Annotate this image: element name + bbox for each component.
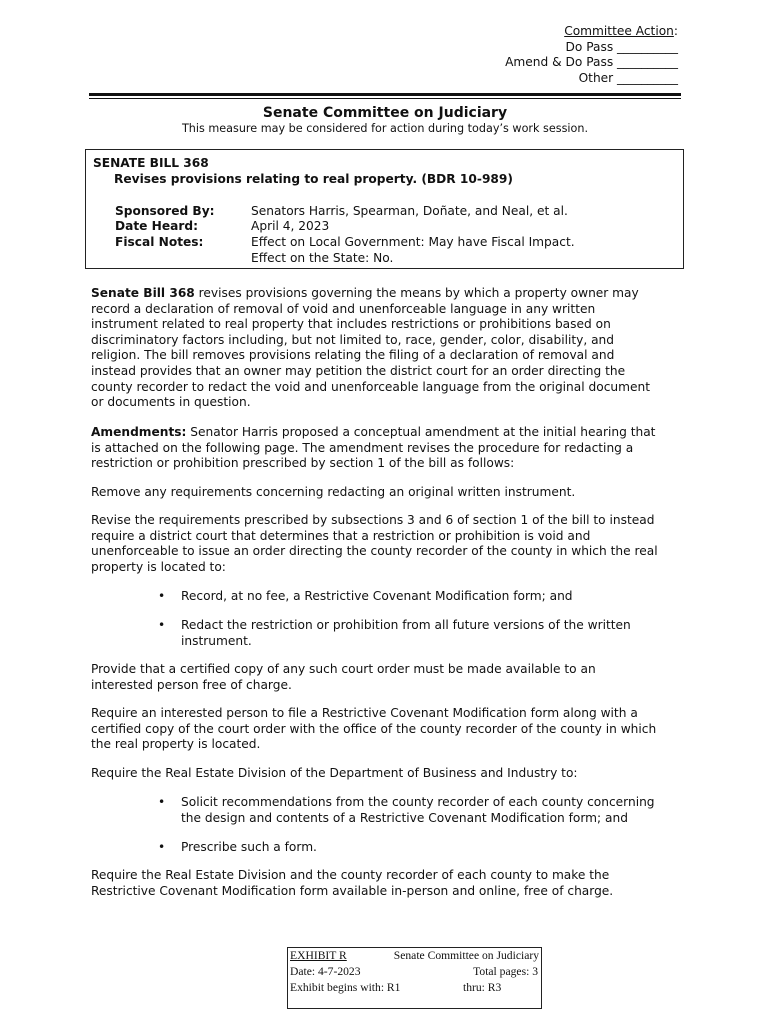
bullet-icon: • [158, 618, 166, 632]
date-heard-label: Date Heard: [115, 219, 198, 233]
bill-number: SENATE BILL 368 [93, 156, 209, 170]
text-line: Require the Real Estate Division and the county recorder of each county to make the [91, 868, 610, 882]
bill-summary-box [85, 149, 684, 269]
committee-action-block [505, 24, 678, 86]
bullet-icon: • [158, 795, 166, 809]
text-line: record a declaration of removal of void and unenforceable language in any written [91, 301, 596, 316]
sponsored-by-label: Sponsored By: [115, 204, 215, 218]
exhibit-label: EXHIBIT R [290, 949, 347, 962]
text-line: religion. The bill removes provisions relating the filing of a declaration of removal and [91, 348, 615, 363]
paragraph-certified-copy [91, 662, 691, 693]
text-line: Redact the restriction or prohibition from all future versions of the written [181, 618, 631, 632]
date-heard-value: April 4, 2023 [251, 219, 330, 233]
text-line: instrument related to real property that includes restrictions or prohibitions based on [91, 317, 611, 332]
fiscal-state-value: Effect on the State: No. [251, 251, 394, 265]
text-line: discriminatory factors including, but not limited to, race, gender, color, disability, and [91, 332, 615, 347]
text-line: or documents in question. [91, 395, 251, 410]
text-line: certified copy of the court order with the office of the county recorder of the county in which [91, 721, 657, 736]
text-line: Solicit recommendations from the county recorder of each county concerning [181, 795, 655, 809]
page-title: Senate Committee on Judiciary [262, 105, 508, 121]
do-pass-line: Do Pass __________ [565, 39, 678, 54]
text-line: Amendments: Senator Harris proposed a conceptual amendment at the initial hearing that [91, 425, 656, 439]
exhibit-date: Date: 4-7-2023 [290, 965, 361, 978]
fiscal-local-value: Effect on Local Government: May have Fiscal Impact. [251, 235, 575, 249]
bill-reference: Senate Bill 368 [91, 286, 195, 300]
paragraph-real-estate-division: Require the Real Estate Division of the Department of Business and Industry to: [91, 766, 578, 780]
paragraph-file-form [91, 706, 691, 753]
paragraph-remove-requirements: Remove any requirements concerning redacting an original written instrument. [91, 485, 576, 499]
text-line: county recorder to redact the void and unenforceable language from the original document [91, 379, 651, 394]
other-line: Other __________ [578, 70, 678, 85]
sponsored-by-value: Senators Harris, Spearman, Doñate, and Neal, et al. [251, 204, 568, 218]
text-line: unenforceable to issue an order directing the county recorder of the county in which the real [91, 544, 658, 559]
paragraph-amendments [91, 425, 691, 472]
text-line: Senate Bill 368 revises provisions governing the means by which a property owner may [91, 286, 639, 300]
text-line: Provide that a certified copy of any such court order must be made available to an [91, 662, 596, 676]
text-line: interested person free of charge. [91, 677, 292, 692]
text-line: restriction or prohibition prescribed by section 1 of the bill as follows: [91, 456, 515, 471]
exhibit-thru: thru: R3 [463, 981, 502, 994]
text-line: Restrictive Covenant Modification form available in-person and online, free of charge. [91, 883, 614, 898]
bullet-icon: • [158, 589, 166, 603]
fiscal-notes-label: Fiscal Notes: [115, 235, 204, 249]
text-line: Revise the requirements prescribed by subsections 3 and 6 of section 1 of the bill to instead [91, 513, 655, 527]
exhibit-stamp [287, 947, 542, 1009]
text-line: Prescribe such a form. [181, 840, 317, 854]
amendments-label: Amendments: [91, 425, 187, 439]
paragraph-summary [91, 286, 691, 411]
header-rule-thin [89, 98, 681, 99]
exhibit-begins: Exhibit begins with: R1 [290, 981, 401, 994]
text-line: the design and contents of a Restrictive Covenant Modification form; and [181, 810, 628, 825]
paragraph-availability [91, 868, 691, 899]
exhibit-committee: Senate Committee on Judiciary [393, 949, 539, 962]
text-line: property is located to: [91, 559, 226, 574]
header-rule-thick [89, 93, 681, 96]
amend-do-pass-line: Amend & Do Pass __________ [505, 55, 678, 69]
paragraph-revise-requirements [91, 513, 691, 575]
text-line: Record, at no fee, a Restrictive Covenant Modification form; and [181, 589, 573, 603]
page-subtitle: This measure may be considered for action during today’s work session. [181, 122, 589, 135]
text-line: Require an interested person to file a Restrictive Covenant Modification form along with a [91, 706, 638, 720]
text-line: instrument. [181, 633, 252, 648]
text-line: is attached on the following page. The amendment revises the procedure for redacting a [91, 440, 634, 455]
bill-description: Revises provisions relating to real property. (BDR 10-989) [114, 172, 513, 186]
text-line: the real property is located. [91, 737, 261, 752]
exhibit-total-pages: Total pages: 3 [473, 965, 538, 978]
bullet-icon: • [158, 840, 166, 854]
committee-action-heading: Committee Action: [564, 24, 678, 38]
text-line: require a district court that determines that a restriction or prohibition is void and [91, 528, 591, 543]
text-line: instead provides that an owner may petition the district court for an order directing the [91, 363, 626, 378]
